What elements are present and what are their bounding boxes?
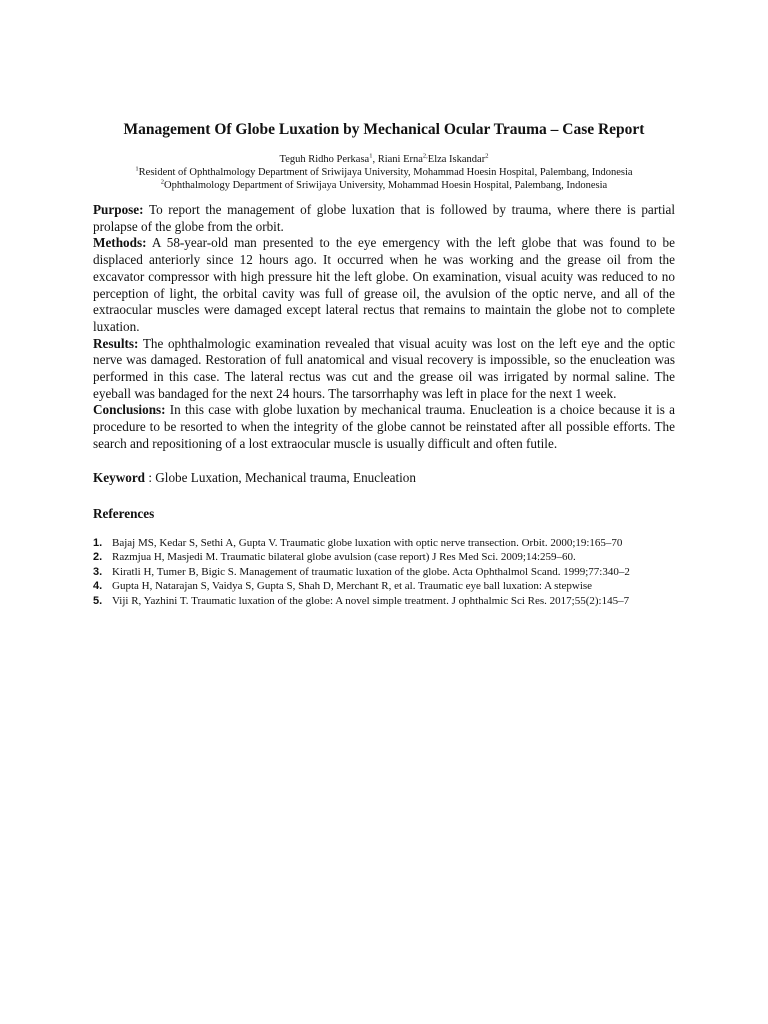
reference-item — [93, 595, 675, 608]
author-name: Teguh Ridho Perkasa — [279, 154, 370, 165]
affiliation-text: Ophthalmology Department of Sriwijaya University, Mohammad Hoesin Hospital, Palembang, Indonesia — [164, 180, 608, 191]
keywords — [93, 469, 675, 486]
reference-text: Viji R, Yazhini T. Traumatic luxation of the globe: A novel simple treatment. J ophthalmic Sci Res. 2017;55(2):145–7 — [112, 594, 630, 607]
results-text: The ophthalmologic examination revealed that visual acuity was lost on the left eye and the optic nerve was damaged. Restoration of full anatomical and visual recovery is impossible, so the enucleation was performed in this case. The lateral rectus was cut and the grease oil was irrigated by normal saline. The eyeball was bandaged for the next 24 hours. The tarsorrhaphy was left in place for the next 1 week. — [93, 335, 675, 401]
methods-text: A 58-year-old man presented to the eye emergency with the left globe that was found to be displaced anteriorly since 12 hours ago. It occurred when he was working and the grease oil from the excavator compressor with high pressure hit the left globe. On examination, visual acuity was reduced to no perception of light, the orbital cavity was full of grease oil, the avulsion of the optic nerve, and all of the extraocular muscles were damaged except lateral rectus that remains to maintain the globe not to complete luxation. — [93, 235, 675, 334]
affiliation-superscript: 2 — [160, 178, 165, 186]
affiliation-superscript: 1 — [135, 165, 139, 173]
reference-item — [93, 580, 675, 593]
reference-number: 5. — [93, 594, 103, 607]
references-heading: References — [93, 505, 155, 521]
author-name: Elza Iskandar — [427, 154, 486, 165]
abstract-conclusions — [93, 402, 675, 452]
abstract-purpose — [93, 202, 675, 235]
purpose-text: To report the management of globe luxation that is followed by trauma, where there is partial prolapse of the globe from the orbit. — [93, 202, 675, 234]
author-superscript: 2 — [485, 152, 489, 160]
author-superscript: 2, — [422, 152, 428, 160]
purpose-label: Purpose: — [93, 202, 144, 217]
methods-label: Methods: — [93, 235, 147, 251]
reference-list — [93, 537, 675, 608]
reference-item — [93, 537, 675, 550]
author-superscript: 1 — [369, 152, 373, 160]
paper-page — [93, 116, 675, 608]
author-separator: , — [372, 154, 378, 165]
abstract-results — [93, 336, 675, 403]
reference-item — [93, 566, 675, 579]
keyword-label: Keyword — [93, 469, 146, 485]
reference-text: Kiratli H, Tumer B, Bigic S. Management of traumatic luxation of the globe. Acta Ophthalmol Scand. 1999;77:340–2 — [112, 565, 630, 578]
affiliation-2 — [93, 179, 675, 192]
conclusions-label: Conclusions: — [93, 402, 166, 418]
reference-number: 1. — [93, 536, 103, 549]
keyword-text: : Globe Luxation, Mechanical trauma, Enucleation — [145, 469, 416, 485]
abstract — [93, 202, 675, 453]
conclusions-text: In this case with globe luxation by mechanical trauma. Enucleation is a choice because it is a procedure to be resorted to when the integrity of the globe cannot be reinstated after all possible efforts. The search and repositioning of a lost extraocular muscle is usually difficult and often futile. — [93, 402, 675, 451]
abstract-methods — [93, 235, 675, 335]
reference-text: Gupta H, Natarajan S, Vaidya S, Gupta S, Shah D, Merchant R, et al. Traumatic eye ball luxation: A stepwise — [112, 580, 593, 593]
reference-number: 4. — [93, 580, 103, 593]
results-label: Results: — [93, 335, 139, 351]
reference-text: Razmjua H, Masjedi M. Traumatic bilateral globe avulsion (case report) J Res Med Sci. 2009;14:259–60. — [112, 551, 576, 564]
author-list — [93, 153, 675, 166]
affiliation-text: Resident of Ophthalmology Department of Sriwijaya University, Mohammad Hoesin Hospital, Palembang, Indonesia — [138, 167, 633, 178]
reference-number: 2. — [93, 551, 103, 564]
author-name: Riani Erna — [377, 154, 423, 165]
reference-number: 3. — [93, 565, 103, 578]
paper-title: Management Of Globe Luxation by Mechanical Ocular Trauma – Case Report — [123, 121, 645, 138]
reference-text: Bajaj MS, Kedar S, Sethi A, Gupta V. Traumatic globe luxation with optic nerve transection. Orbit. 2000;19:165–70 — [112, 536, 623, 549]
reference-item — [93, 551, 675, 564]
affiliation-1 — [93, 166, 675, 179]
